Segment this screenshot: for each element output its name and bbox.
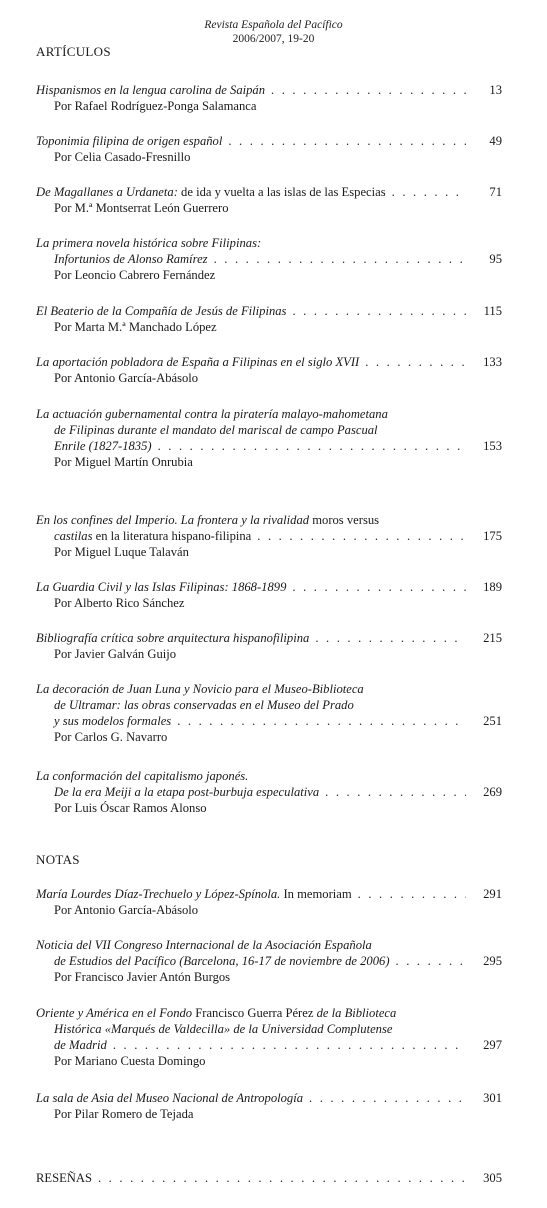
entry-title [36,886,352,902]
toc-entry [36,354,502,386]
journal-title: Revista Española del Pacífico [204,19,343,31]
entry-title: La sala de Asia del Museo Nacional de Antropología [36,1091,304,1105]
entry-title [36,1006,396,1020]
toc-entry [36,1005,502,1069]
toc-entry [36,184,502,216]
italic-text: En los confines del Imperio. La frontera y la rivalidad [36,513,310,527]
section-articulos: ARTÍCULOS [36,44,111,59]
entry-author: Por Francisco Javier Antón Burgos [54,970,231,984]
dot-leader [309,1090,466,1106]
dot-leader [113,1037,466,1053]
entry-title: Toponimia filipina de origen español [36,134,223,148]
entry-author: Por Antonio García-Abásolo [54,903,199,917]
dot-leader [396,953,466,969]
journal-volume: 2006/2007, 19-20 [232,33,315,45]
page-number: 115 [483,304,502,318]
entry-title: Infortunios de Alonso Ramírez [54,252,208,266]
entry-title: La decoración de Juan Luna y Novicio para el Museo-Biblioteca [36,682,364,696]
title-line [36,953,502,969]
entry-author: Por Javier Galván Guijo [54,647,177,661]
dot-leader [177,713,466,729]
entry-author: Por Marta M.ª Manchado López [54,320,217,334]
title-line [36,133,502,149]
toc-entry [36,768,502,816]
title-line [36,630,502,646]
entry-author: Por Luis Óscar Ramos Alonso [54,801,207,815]
title-line [36,768,502,784]
entry-title: La aportación pobladora de España a Filipinas en el siglo XVII [36,355,360,369]
page-number: 189 [483,580,502,594]
italic-text: De Magallanes a Urdaneta: [36,185,178,199]
entry-author: Por Pilar Romero de Tejada [54,1107,194,1121]
upright-text: In memoriam [280,887,352,901]
entry-title: Bibliografía crítica sobre arquitectura hispanofilipina [36,631,310,645]
title-line [36,512,502,528]
page-number: 269 [483,785,502,799]
italic-text: María Lourdes Díaz-Trechuelo y López-Spínola. [36,887,281,901]
entry-author: Por Carlos G. Navarro [54,730,168,744]
italic-text: castilas [54,529,93,543]
entry-author: Por Miguel Martín Onrubia [54,455,193,469]
toc-entry [36,303,502,335]
resenas-label: RESEÑAS [36,1171,92,1185]
entry-author: Por Celia Casado-Fresnillo [54,150,191,164]
toc-entry [36,1090,502,1122]
entry-title: El Beaterio de la Compañía de Jesús de Filipinas [36,304,287,318]
page-number: 175 [483,529,502,543]
dot-leader [392,184,466,200]
dot-leader [257,528,466,544]
page-number: 297 [483,1038,502,1052]
page-number: 301 [483,1091,502,1105]
entry-author: Por Alberto Rico Sánchez [54,596,185,610]
toc-entry [36,630,502,662]
title-line [36,354,502,370]
entry-title: La primera novela histórica sobre Filipinas: [36,236,262,250]
entry-title: La Guardia Civil y las Islas Filipinas: 1868-1899 [36,580,287,594]
dot-leader [214,251,466,267]
upright-text: de ida y vuelta a las islas de las Especias [177,185,386,199]
dot-leader [315,630,466,646]
entry-author: Por Rafael Rodríguez-Ponga Salamanca [54,99,257,113]
page-number: 13 [489,83,502,97]
title-line [36,1021,502,1037]
title-line [36,784,502,800]
entry-title [36,184,386,200]
entry-title: Noticia del VII Congreso Internacional de la Asociación Española [36,938,372,952]
page-number: 295 [483,954,502,968]
page-number: 153 [483,439,502,453]
dot-leader [228,133,466,149]
title-line [36,235,502,251]
entry-author: Por Mariano Cuesta Domingo [54,1054,206,1068]
title-line [36,251,502,267]
upright-text: en la literatura hispano-filipina [92,529,252,543]
toc-entry [36,133,502,165]
section-notas: NOTAS [36,852,80,867]
italic-text: de la Biblioteca [313,1006,397,1020]
title-line [36,1005,502,1021]
entry-title: de Ultramar: las obras conservadas en el Museo del Prado [54,698,354,712]
entry-title: La conformación del capitalismo japonés. [36,769,249,783]
dot-leader [325,784,466,800]
entry-title [36,513,379,527]
title-line [36,422,502,438]
entry-title [54,528,251,544]
entry-title: De la era Meiji a la etapa post-burbuja especulativa [54,785,320,799]
entry-title: de Madrid [54,1038,107,1052]
dot-leader [98,1170,466,1186]
title-line [36,1037,502,1053]
entry-title: Hispanismos en la lengua carolina de Saipán [36,83,266,97]
title-line [36,406,502,422]
toc-entry [36,512,502,560]
dot-leader [358,886,466,902]
title-line [36,1090,502,1106]
entry-title: Histórica «Marqués de Valdecilla» de la Universidad Complutense [54,1022,393,1036]
toc-entry [36,579,502,611]
upright-text: moros versus [309,513,380,527]
dot-leader [365,354,466,370]
title-line [36,713,502,729]
title-line [36,438,502,454]
toc-entry [36,235,502,283]
entry-author: Por Leoncio Cabrero Fernández [54,268,216,282]
title-line [36,937,502,953]
title-line [36,184,502,200]
title-line [36,681,502,697]
toc-entry [36,937,502,985]
page-number: 49 [489,134,502,148]
dot-leader [158,438,466,454]
entry-author: Por M.ª Montserrat León Guerrero [54,201,229,215]
page-number: 251 [483,714,502,728]
toc-entry [36,406,502,470]
entry-title: La actuación gubernamental contra la piratería malayo-mahometana [36,407,388,421]
upright-text: Francisco Guerra Pérez [192,1006,314,1020]
page-number: 215 [483,631,502,645]
italic-text: Oriente y América en el Fondo [36,1006,193,1020]
title-line [36,697,502,713]
resenas-entry [36,1170,502,1186]
entry-title: de Filipinas durante el mandato del mariscal de campo Pascual [54,423,378,437]
entry-author: Por Antonio García-Abásolo [54,371,199,385]
entry-title: y sus modelos formales [54,714,172,728]
dot-leader [292,303,466,319]
toc-entry [36,82,502,114]
title-line [36,886,502,902]
dot-leader [292,579,466,595]
entry-title: de Estudios del Pacífico (Barcelona, 16-17 de noviembre de 2006) [54,954,390,968]
journal-header [0,18,547,46]
title-line [36,579,502,595]
title-line [36,303,502,319]
page-number: 305 [483,1171,502,1185]
entry-title: Enrile (1827-1835) [54,439,152,453]
page-number: 95 [489,252,502,266]
title-line [36,82,502,98]
page-number: 71 [489,185,502,199]
entry-author: Por Miguel Luque Talaván [54,545,189,559]
dot-leader [271,82,466,98]
title-line [36,528,502,544]
page-number: 291 [483,887,502,901]
toc-entry [36,886,502,918]
toc-entry [36,681,502,745]
page-number: 133 [483,355,502,369]
